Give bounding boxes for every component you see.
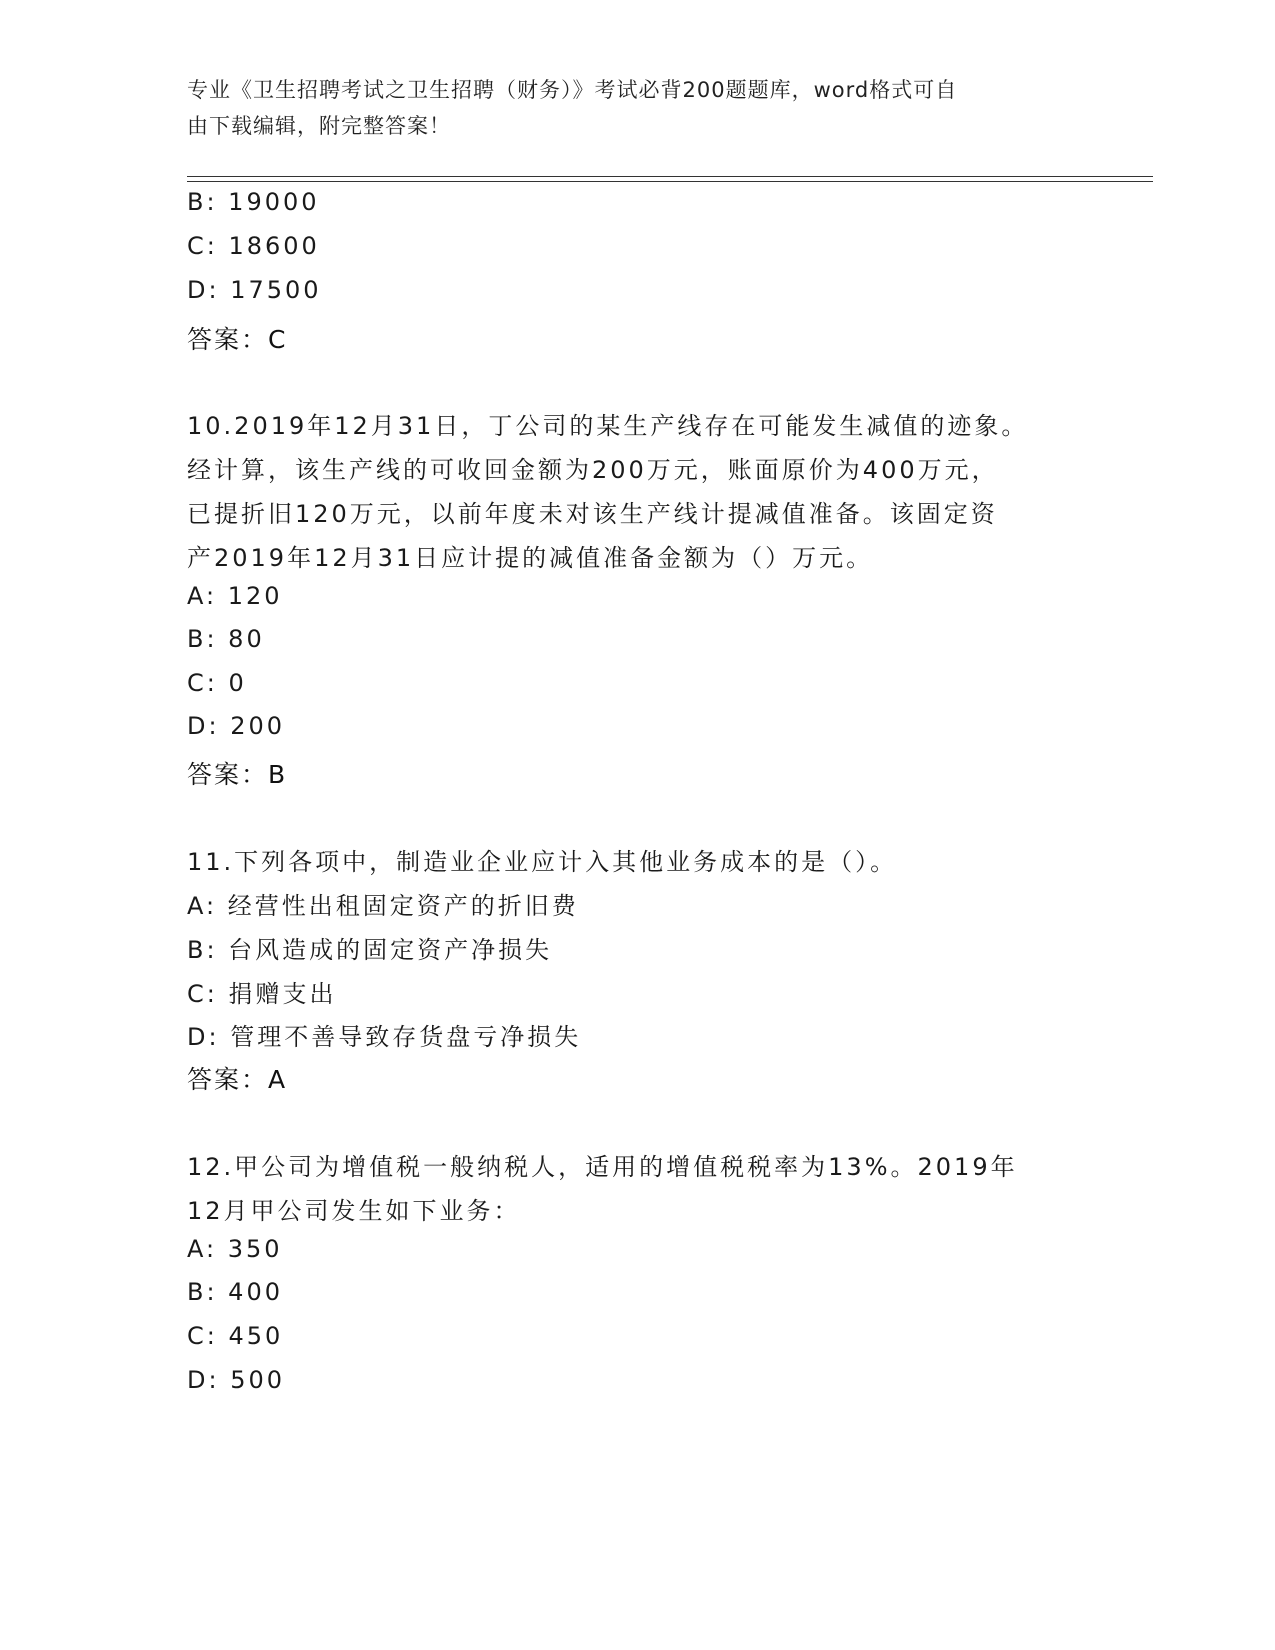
q10-stem-line-1: 10.2019年12月31日，丁公司的某生产线存在可能发生减值的迹象。 xyxy=(187,412,1029,440)
q11-option-d: D: 管理不善导致存货盘亏净损失 xyxy=(187,1023,582,1051)
q12-stem-line-1: 12.甲公司为增值税一般纳税人，适用的增值税税率为13%。2019年 xyxy=(187,1153,1018,1181)
q9-option-c: C: 18600 xyxy=(187,232,320,260)
q10-stem-line-2: 经计算，该生产线的可收回金额为200万元，账面原价为400万元， xyxy=(187,456,999,484)
header-line-2: 由下载编辑，附完整答案！ xyxy=(187,114,451,138)
header-line-1: 专业《卫生招聘考试之卫生招聘（财务）》考试必背200题题库，word格式可自 xyxy=(187,78,958,102)
q10-option-d: D: 200 xyxy=(187,712,286,740)
q10-stem-line-3: 已提折旧120万元，以前年度未对该生产线计提减值准备。该固定资 xyxy=(187,500,998,528)
q11-answer: 答案：A xyxy=(187,1065,288,1094)
q11-option-a: A: 经营性出租固定资产的折旧费 xyxy=(187,892,579,920)
q11-option-c: C: 捐赠支出 xyxy=(187,980,337,1008)
q9-option-d: D: 17500 xyxy=(187,276,322,304)
header-divider-top xyxy=(187,176,1153,177)
q12-option-b: B: 400 xyxy=(187,1278,283,1306)
q9-option-b: B: 19000 xyxy=(187,188,320,216)
q10-option-c: C: 0 xyxy=(187,669,247,697)
q9-answer: 答案：C xyxy=(187,325,288,354)
q11-option-b: B: 台风造成的固定资产净损失 xyxy=(187,936,553,964)
q10-answer: 答案：B xyxy=(187,760,288,789)
document-header xyxy=(187,72,1067,144)
q10-option-b: B: 80 xyxy=(187,625,265,653)
q12-option-c: C: 450 xyxy=(187,1322,284,1350)
q12-option-d: D: 500 xyxy=(187,1366,286,1394)
q12-option-a: A: 350 xyxy=(187,1235,283,1263)
header-divider-bottom xyxy=(187,181,1153,182)
q11-stem-line-1: 11.下列各项中，制造业企业应计入其他业务成本的是（）。 xyxy=(187,848,898,876)
q10-option-a: A: 120 xyxy=(187,582,283,610)
q12-stem-line-2: 12月甲公司发生如下业务： xyxy=(187,1197,521,1225)
q10-stem-line-4: 产2019年12月31日应计提的减值准备金额为（）万元。 xyxy=(187,544,874,572)
